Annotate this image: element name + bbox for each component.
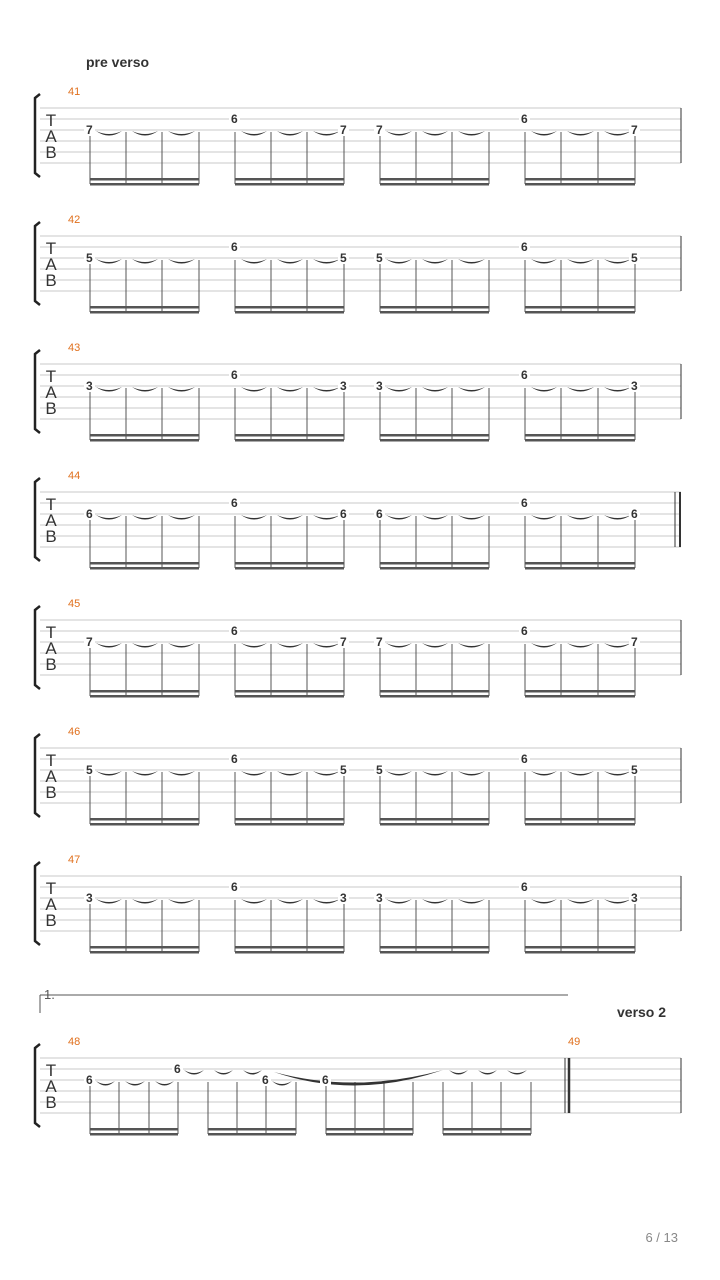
beam-16th	[380, 178, 489, 181]
tab-clef-letter: B	[45, 527, 57, 546]
beam-8th	[90, 183, 199, 186]
tie-arc	[277, 643, 303, 648]
beam-16th	[525, 178, 635, 181]
beam-8th	[525, 823, 635, 826]
fret-number: 6	[521, 624, 528, 638]
fret-number: 6	[86, 507, 93, 521]
beam-16th	[525, 818, 635, 821]
tab-system	[35, 86, 681, 186]
measure-number: 49	[568, 1036, 581, 1048]
tie-arc	[507, 1070, 527, 1075]
page-number: 6 / 13	[645, 1230, 678, 1245]
fret-number: 7	[86, 123, 93, 137]
beam-8th	[380, 951, 489, 954]
tab-clef-letter: A	[45, 895, 57, 914]
tie-arc	[132, 643, 158, 648]
fret-number: 6	[521, 496, 528, 510]
tie-arc	[458, 387, 485, 392]
tab-clef-letter: T	[45, 239, 57, 258]
beam-16th	[90, 818, 199, 821]
tab-clef-letter: T	[45, 111, 57, 130]
tie-arc	[241, 515, 267, 520]
system-bracket	[35, 478, 40, 561]
beam-8th	[235, 823, 344, 826]
beam-8th	[208, 1133, 296, 1136]
tie-arc	[313, 899, 340, 904]
tab-clef-letter: T	[45, 495, 57, 514]
tie-arc	[132, 131, 158, 136]
beam-8th	[90, 823, 199, 826]
system-bracket	[35, 734, 40, 817]
tie-arc	[567, 899, 594, 904]
tie-arc	[604, 259, 631, 264]
tie-arc	[132, 387, 158, 392]
fret-number: 5	[86, 763, 93, 777]
tie-arc	[531, 899, 557, 904]
system-bracket	[35, 606, 40, 689]
beam-16th	[90, 1128, 178, 1131]
fret-number: 5	[376, 251, 383, 265]
fret-number: 6	[521, 880, 528, 894]
beam-16th	[90, 306, 199, 309]
fret-number: 6	[231, 496, 238, 510]
beam-16th	[326, 1128, 413, 1131]
measure-number: 47	[68, 854, 81, 866]
tie-arc	[168, 771, 195, 776]
beam-16th	[380, 818, 489, 821]
tie-arc	[277, 387, 303, 392]
tie-arc	[277, 515, 303, 520]
beam-8th	[235, 951, 344, 954]
beam-16th	[380, 562, 489, 565]
beam-16th	[208, 1128, 296, 1131]
tab-clef-letter: A	[45, 767, 57, 786]
fret-number: 5	[340, 763, 347, 777]
tie-arc	[531, 643, 557, 648]
tie-arc	[132, 515, 158, 520]
tab-clef-letter: T	[45, 751, 57, 770]
fret-number: 3	[376, 379, 383, 393]
tab-system	[35, 598, 681, 698]
long-tie-arc	[274, 1070, 443, 1086]
fret-number: 6	[521, 240, 528, 254]
tie-arc	[168, 259, 195, 264]
fret-number: 6	[86, 1073, 93, 1087]
beam-16th	[90, 946, 199, 949]
tie-arc	[241, 899, 267, 904]
tie-arc	[604, 131, 631, 136]
fret-number: 6	[174, 1062, 181, 1076]
tab-clef-letter: B	[45, 911, 57, 930]
measure-number: 41	[68, 86, 81, 98]
system-bracket	[35, 862, 40, 945]
tie-arc	[168, 387, 195, 392]
tab-system	[35, 987, 681, 1136]
fret-number: 6	[631, 507, 638, 521]
tab-system	[35, 214, 681, 314]
volta-label: 1.	[44, 987, 55, 1002]
measure-number: 46	[68, 726, 81, 738]
measure-number: 48	[68, 1036, 81, 1048]
beam-16th	[235, 562, 344, 565]
tie-arc	[277, 899, 303, 904]
tie-arc	[458, 515, 485, 520]
tie-arc	[313, 771, 340, 776]
tie-arc	[531, 771, 557, 776]
beam-16th	[525, 690, 635, 693]
tie-arc	[604, 515, 631, 520]
fret-number: 6	[231, 752, 238, 766]
beam-16th	[90, 434, 199, 437]
fret-number: 7	[631, 635, 638, 649]
beam-16th	[235, 434, 344, 437]
beam-8th	[90, 439, 199, 442]
fret-number: 6	[231, 240, 238, 254]
tab-clef-letter: B	[45, 143, 57, 162]
tie-arc	[458, 899, 485, 904]
beam-16th	[235, 690, 344, 693]
fret-number: 7	[340, 635, 347, 649]
fret-number: 7	[376, 123, 383, 137]
beam-8th	[90, 951, 199, 954]
tie-arc	[96, 131, 122, 136]
tab-system	[35, 726, 681, 826]
tie-arc	[386, 259, 412, 264]
tab-clef-letter: B	[45, 399, 57, 418]
tab-system	[35, 342, 681, 442]
fret-number: 7	[340, 123, 347, 137]
fret-number: 6	[231, 112, 238, 126]
fret-number: 7	[86, 635, 93, 649]
tab-clef-letter: B	[45, 783, 57, 802]
tie-arc	[241, 643, 267, 648]
tie-arc	[155, 1081, 174, 1086]
tie-arc	[96, 259, 122, 264]
fret-number: 6	[231, 624, 238, 638]
tie-arc	[96, 515, 122, 520]
fret-number: 6	[231, 368, 238, 382]
tie-arc	[168, 515, 195, 520]
tie-arc	[313, 515, 340, 520]
fret-number: 3	[86, 891, 93, 905]
beam-8th	[380, 695, 489, 698]
tie-arc	[422, 515, 448, 520]
fret-number: 6	[521, 368, 528, 382]
measure-number: 45	[68, 598, 81, 610]
tie-arc	[604, 899, 631, 904]
tab-clef-letter: T	[45, 879, 57, 898]
tie-arc	[386, 515, 412, 520]
beam-8th	[90, 567, 199, 570]
tie-arc	[277, 259, 303, 264]
beam-8th	[525, 439, 635, 442]
tab-clef-letter: B	[45, 271, 57, 290]
tie-arc	[386, 387, 412, 392]
tie-arc	[241, 387, 267, 392]
beam-8th	[90, 1133, 178, 1136]
tie-arc	[458, 259, 485, 264]
beam-8th	[525, 311, 635, 314]
tab-clef-letter: A	[45, 383, 57, 402]
beam-16th	[525, 946, 635, 949]
tie-arc	[96, 1081, 115, 1086]
tie-arc	[567, 771, 594, 776]
fret-number: 6	[231, 880, 238, 894]
fret-number: 6	[262, 1073, 269, 1087]
beam-16th	[525, 562, 635, 565]
fret-number: 3	[86, 379, 93, 393]
tab-clef-letter: A	[45, 1077, 57, 1096]
fret-number: 5	[86, 251, 93, 265]
tab-clef-letter: A	[45, 511, 57, 530]
beam-8th	[90, 311, 199, 314]
tie-arc	[96, 771, 122, 776]
beam-16th	[90, 690, 199, 693]
tie-arc	[449, 1070, 468, 1075]
tab-clef-letter: A	[45, 255, 57, 274]
system-bracket	[35, 94, 40, 177]
tie-arc	[531, 515, 557, 520]
fret-number: 7	[376, 635, 383, 649]
tie-arc	[241, 259, 267, 264]
fret-number: 5	[631, 763, 638, 777]
tie-arc	[422, 899, 448, 904]
tie-arc	[567, 131, 594, 136]
tie-arc	[422, 259, 448, 264]
tie-arc	[567, 515, 594, 520]
beam-8th	[380, 823, 489, 826]
tie-arc	[125, 1081, 145, 1086]
tie-arc	[96, 387, 122, 392]
fret-number: 5	[340, 251, 347, 265]
beam-8th	[525, 567, 635, 570]
beam-8th	[235, 695, 344, 698]
tab-clef-letter: B	[45, 655, 57, 674]
beam-16th	[90, 178, 199, 181]
beam-16th	[525, 306, 635, 309]
beam-16th	[380, 690, 489, 693]
fret-number: 6	[521, 752, 528, 766]
beam-16th	[235, 946, 344, 949]
tie-arc	[214, 1070, 233, 1075]
beam-8th	[380, 183, 489, 186]
tie-arc	[386, 771, 412, 776]
tie-arc	[313, 643, 340, 648]
tab-clef-letter: B	[45, 1093, 57, 1112]
tie-arc	[132, 771, 158, 776]
beam-8th	[380, 567, 489, 570]
beam-16th	[235, 818, 344, 821]
tie-arc	[604, 771, 631, 776]
tie-arc	[531, 387, 557, 392]
tie-arc	[168, 643, 195, 648]
system-bracket	[35, 1044, 40, 1127]
beam-16th	[90, 562, 199, 565]
tie-arc	[241, 131, 267, 136]
tie-arc	[531, 131, 557, 136]
tie-arc	[96, 643, 122, 648]
tie-arc	[272, 1081, 292, 1086]
tie-arc	[277, 771, 303, 776]
tab-clef-letter: A	[45, 127, 57, 146]
beam-16th	[380, 434, 489, 437]
measure-number: 42	[68, 214, 81, 226]
tie-arc	[386, 899, 412, 904]
fret-number: 3	[376, 891, 383, 905]
fret-number: 5	[631, 251, 638, 265]
tie-arc	[132, 259, 158, 264]
fret-number: 6	[521, 112, 528, 126]
beam-8th	[525, 183, 635, 186]
tie-arc	[422, 643, 448, 648]
tie-arc	[458, 771, 485, 776]
beam-8th	[235, 567, 344, 570]
fret-number: 3	[340, 891, 347, 905]
section-label-verso-2: verso 2	[617, 1004, 667, 1020]
beam-16th	[443, 1128, 531, 1131]
beam-8th	[380, 311, 489, 314]
tie-arc	[184, 1070, 204, 1075]
tie-arc	[604, 387, 631, 392]
beam-16th	[380, 306, 489, 309]
tie-arc	[567, 387, 594, 392]
beam-8th	[235, 439, 344, 442]
fret-number: 3	[631, 891, 638, 905]
beam-8th	[235, 183, 344, 186]
tie-arc	[458, 131, 485, 136]
tie-arc	[132, 899, 158, 904]
tie-arc	[386, 643, 412, 648]
tie-arc	[422, 387, 448, 392]
tie-arc	[567, 259, 594, 264]
tie-arc	[168, 899, 195, 904]
tie-arc	[313, 131, 340, 136]
beam-16th	[380, 946, 489, 949]
tie-arc	[96, 899, 122, 904]
tie-arc	[478, 1070, 497, 1075]
beam-8th	[525, 951, 635, 954]
measure-number: 43	[68, 342, 81, 354]
volta-bracket	[40, 987, 568, 1013]
beam-8th	[443, 1133, 531, 1136]
fret-number: 6	[322, 1073, 329, 1087]
tie-arc	[243, 1070, 262, 1075]
tab-clef-letter: T	[45, 367, 57, 386]
tab-clef-letter: A	[45, 639, 57, 658]
fret-number: 5	[376, 763, 383, 777]
tie-arc	[168, 131, 195, 136]
fret-number: 6	[376, 507, 383, 521]
tab-clef-letter: T	[45, 1061, 57, 1080]
tie-arc	[277, 131, 303, 136]
tie-arc	[313, 387, 340, 392]
tab-system	[35, 854, 681, 954]
fret-number: 7	[631, 123, 638, 137]
tie-arc	[531, 259, 557, 264]
beam-8th	[380, 439, 489, 442]
beam-16th	[235, 178, 344, 181]
fret-number: 3	[631, 379, 638, 393]
fret-number: 6	[340, 507, 347, 521]
fret-number: 3	[340, 379, 347, 393]
beam-16th	[235, 306, 344, 309]
section-label-pre-verso: pre verso	[86, 54, 150, 70]
tie-arc	[241, 771, 267, 776]
tie-arc	[422, 771, 448, 776]
tie-arc	[604, 643, 631, 648]
beam-8th	[525, 695, 635, 698]
tab-clef-letter: T	[45, 623, 57, 642]
tab-system	[35, 470, 681, 570]
beam-16th	[525, 434, 635, 437]
tie-arc	[458, 643, 485, 648]
system-bracket	[35, 222, 40, 305]
beam-8th	[90, 695, 199, 698]
tie-arc	[422, 131, 448, 136]
measure-number: 44	[68, 470, 81, 482]
beam-8th	[235, 311, 344, 314]
beam-8th	[326, 1133, 413, 1136]
tie-arc	[567, 643, 594, 648]
system-bracket	[35, 350, 40, 433]
tie-arc	[386, 131, 412, 136]
tie-arc	[313, 259, 340, 264]
